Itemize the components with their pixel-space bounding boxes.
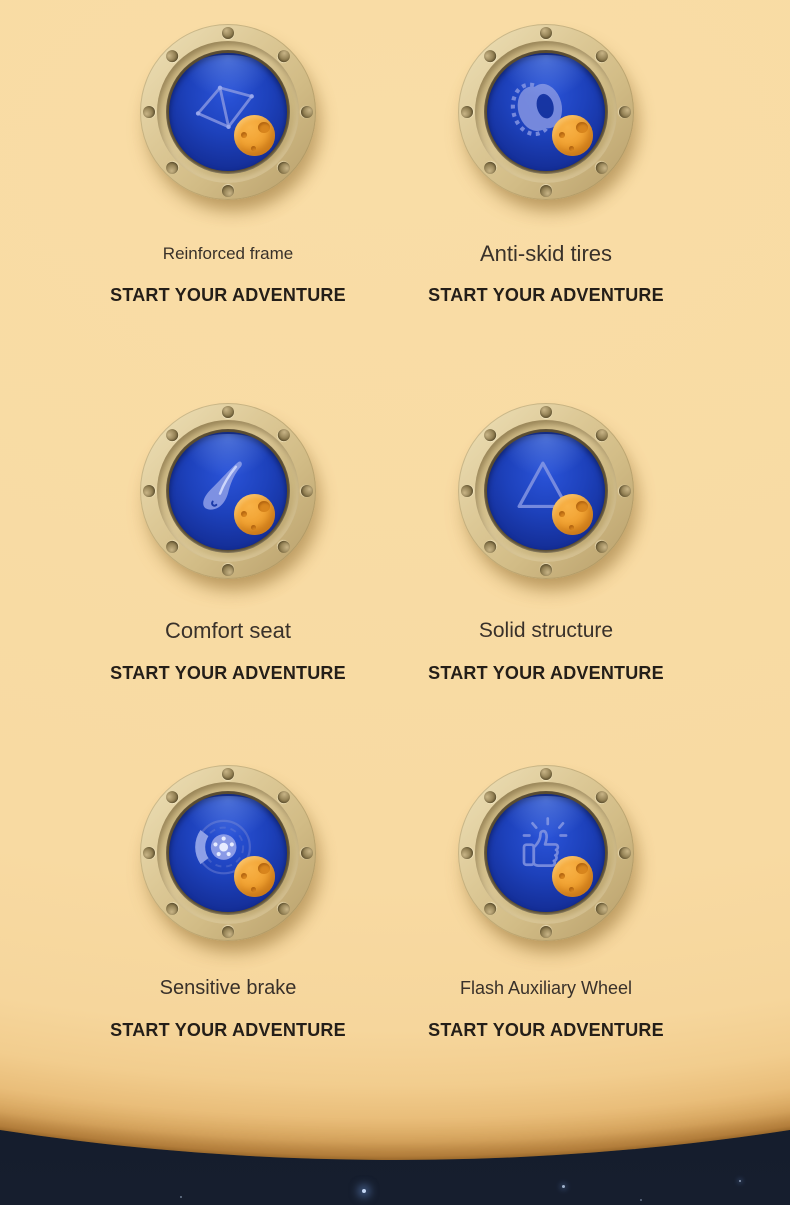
moon-icon: [552, 856, 593, 897]
rivet-icon: [461, 847, 473, 859]
feature-title: Flash Auxiliary Wheel: [459, 978, 633, 998]
feature-cta-label: START YOUR ADVENTURE: [428, 1020, 664, 1040]
rivet-icon: [540, 926, 552, 938]
star-icon: [739, 1180, 741, 1182]
moon-icon: [234, 856, 275, 897]
porthole-frame: [140, 765, 316, 941]
rivet-icon: [619, 847, 631, 859]
porthole-window: [169, 794, 287, 912]
feature-title: Reinforced frame: [162, 244, 294, 263]
feature-cta-label: START YOUR ADVENTURE: [428, 285, 664, 305]
rivet-icon: [143, 847, 155, 859]
feature-card-flash-auxiliary-wheel: [358, 0, 734, 1205]
rivet-icon: [301, 847, 313, 859]
porthole-window: [487, 794, 605, 912]
feature-cta-label: START YOUR ADVENTURE: [110, 1020, 346, 1040]
feature-cta-label: START YOUR ADVENTURE: [428, 663, 664, 683]
feature-title: Anti-skid tires: [479, 241, 613, 266]
feature-cta-label: START YOUR ADVENTURE: [110, 285, 346, 305]
rivet-icon: [540, 768, 552, 780]
feature-title: Solid structure: [478, 619, 614, 642]
feature-title: Comfort seat: [165, 618, 291, 643]
porthole-frame: [458, 765, 634, 941]
feature-cta-label: START YOUR ADVENTURE: [110, 663, 346, 683]
feature-title: Sensitive brake: [159, 977, 297, 999]
rivet-icon: [222, 926, 234, 938]
rivet-icon: [222, 768, 234, 780]
